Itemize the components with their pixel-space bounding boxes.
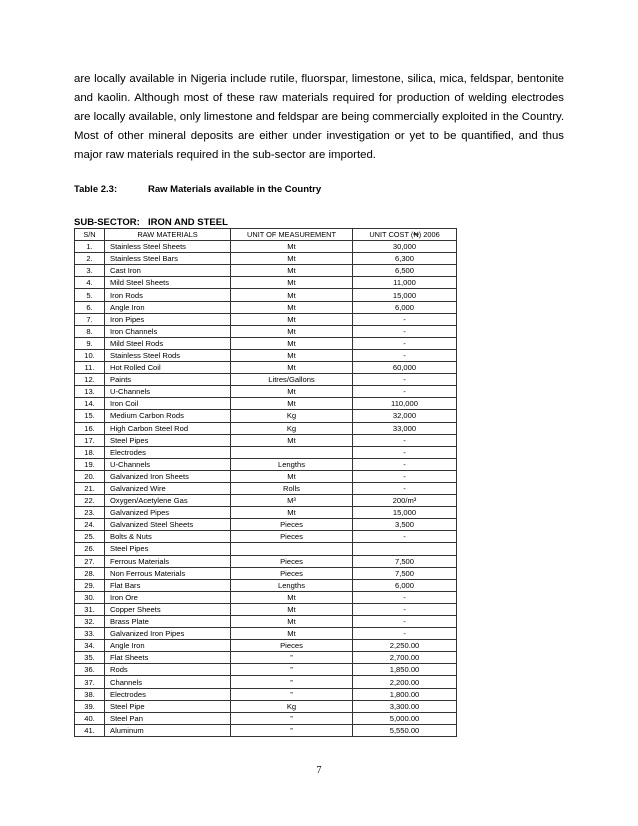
cell-raw-material: Paints: [105, 374, 231, 386]
table-row: [75, 289, 457, 301]
table-row: [75, 265, 457, 277]
table-row: [75, 313, 457, 325]
cell-raw-material: Galvanized Wire: [105, 482, 231, 494]
cell-unit: Kg: [231, 422, 353, 434]
cell-unit: ”: [231, 676, 353, 688]
cell-unit-cost: -: [353, 482, 457, 494]
cell-raw-material: Iron Rods: [105, 289, 231, 301]
cell-raw-material: Steel Pipe: [105, 700, 231, 712]
cell-unit-cost: -: [353, 603, 457, 615]
header-unit-of-measurement: UNIT OF MEASUREMENT: [231, 229, 353, 241]
cell-sn: 1.: [75, 241, 105, 253]
table-row: [75, 349, 457, 361]
cell-unit-cost: -: [353, 470, 457, 482]
cell-unit-cost: 2,250.00: [353, 640, 457, 652]
cell-unit: ”: [231, 664, 353, 676]
cell-sn: 22.: [75, 495, 105, 507]
cell-unit-cost: 2,200.00: [353, 676, 457, 688]
cell-unit-cost: 1,800.00: [353, 688, 457, 700]
header-unit-cost: UNIT COST (₦) 2006: [353, 229, 457, 241]
cell-sn: 15.: [75, 410, 105, 422]
cell-unit-cost: -: [353, 313, 457, 325]
cell-unit: M³: [231, 495, 353, 507]
cell-sn: 40.: [75, 712, 105, 724]
table-caption-title: Raw Materials available in the Country: [148, 184, 322, 195]
cell-unit: ”: [231, 688, 353, 700]
cell-unit: ”: [231, 724, 353, 736]
cell-unit-cost: -: [353, 374, 457, 386]
cell-unit-cost: [353, 543, 457, 555]
cell-sn: 23.: [75, 507, 105, 519]
cell-unit: Pieces: [231, 531, 353, 543]
cell-unit: Pieces: [231, 640, 353, 652]
cell-unit-cost: -: [353, 616, 457, 628]
cell-unit-cost: 11,000: [353, 277, 457, 289]
table-row: [75, 531, 457, 543]
cell-unit: ”: [231, 652, 353, 664]
cell-raw-material: Galvanized Pipes: [105, 507, 231, 519]
cell-unit: Mt: [231, 398, 353, 410]
cell-raw-material: U-Channels: [105, 386, 231, 398]
cell-sn: 20.: [75, 470, 105, 482]
cell-raw-material: Non Ferrous Materials: [105, 567, 231, 579]
page-number: 7: [316, 765, 322, 776]
cell-sn: 13.: [75, 386, 105, 398]
cell-raw-material: Electrodes: [105, 688, 231, 700]
table-row: [75, 616, 457, 628]
cell-sn: 27.: [75, 555, 105, 567]
cell-unit: Lengths: [231, 458, 353, 470]
cell-sn: 9.: [75, 337, 105, 349]
table-row: [75, 277, 457, 289]
table-row: [75, 507, 457, 519]
cell-sn: 7.: [75, 313, 105, 325]
cell-raw-material: Cast Iron: [105, 265, 231, 277]
cell-sn: 37.: [75, 676, 105, 688]
cell-unit: Mt: [231, 507, 353, 519]
cell-unit-cost: 32,000: [353, 410, 457, 422]
cell-unit: Mt: [231, 289, 353, 301]
cell-raw-material: Electrodes: [105, 446, 231, 458]
header-sn: S/N: [75, 229, 105, 241]
cell-unit-cost: 15,000: [353, 507, 457, 519]
cell-sn: 5.: [75, 289, 105, 301]
cell-raw-material: High Carbon Steel Rod: [105, 422, 231, 434]
cell-unit-cost: -: [353, 458, 457, 470]
cell-unit: Rolls: [231, 482, 353, 494]
cell-raw-material: Galvanized Iron Sheets: [105, 470, 231, 482]
sub-sector-label: SUB-SECTOR:: [74, 217, 140, 228]
cell-unit-cost: 7,500: [353, 567, 457, 579]
cell-unit: [231, 446, 353, 458]
cell-sn: 16.: [75, 422, 105, 434]
cell-raw-material: Galvanized Steel Sheets: [105, 519, 231, 531]
table-row: [75, 519, 457, 531]
header-raw-materials: RAW MATERIALS: [105, 229, 231, 241]
table-row: [75, 482, 457, 494]
cell-unit: Mt: [231, 362, 353, 374]
cell-unit: Mt: [231, 616, 353, 628]
cell-sn: 29.: [75, 579, 105, 591]
cell-sn: 17.: [75, 434, 105, 446]
cell-sn: 38.: [75, 688, 105, 700]
cell-raw-material: Rods: [105, 664, 231, 676]
table-row: [75, 422, 457, 434]
cell-raw-material: Angle Iron: [105, 301, 231, 313]
sub-sector-value: IRON AND STEEL: [148, 217, 228, 228]
cell-unit-cost: -: [353, 325, 457, 337]
table-row: [75, 446, 457, 458]
table-caption: [74, 184, 322, 195]
cell-sn: 21.: [75, 482, 105, 494]
cell-sn: 39.: [75, 700, 105, 712]
cell-unit: Mt: [231, 386, 353, 398]
cell-unit-cost: 6,000: [353, 579, 457, 591]
table-row: [75, 567, 457, 579]
table-row: [75, 664, 457, 676]
sub-sector-line: [74, 217, 228, 228]
cell-sn: 34.: [75, 640, 105, 652]
raw-materials-table: [74, 228, 457, 737]
table-row: [75, 543, 457, 555]
cell-sn: 41.: [75, 724, 105, 736]
cell-unit: Mt: [231, 301, 353, 313]
table-header-row: [75, 229, 457, 241]
cell-raw-material: Iron Coil: [105, 398, 231, 410]
table-row: [75, 688, 457, 700]
cell-sn: 26.: [75, 543, 105, 555]
cell-raw-material: Galvanized Iron Pipes: [105, 628, 231, 640]
cell-unit-cost: -: [353, 591, 457, 603]
cell-raw-material: Brass Plate: [105, 616, 231, 628]
cell-sn: 31.: [75, 603, 105, 615]
table-row: [75, 386, 457, 398]
cell-unit: Kg: [231, 700, 353, 712]
cell-unit: Lengths: [231, 579, 353, 591]
table-row: [75, 337, 457, 349]
table-row: [75, 362, 457, 374]
cell-unit-cost: 1,850.00: [353, 664, 457, 676]
cell-raw-material: Steel Pipes: [105, 434, 231, 446]
cell-unit-cost: 30,000: [353, 241, 457, 253]
table-row: [75, 495, 457, 507]
cell-unit-cost: -: [353, 446, 457, 458]
table-row: [75, 374, 457, 386]
cell-unit-cost: 2,700.00: [353, 652, 457, 664]
cell-unit: [231, 543, 353, 555]
cell-sn: 25.: [75, 531, 105, 543]
cell-raw-material: Steel Pan: [105, 712, 231, 724]
cell-sn: 28.: [75, 567, 105, 579]
cell-unit: Kg: [231, 410, 353, 422]
cell-sn: 32.: [75, 616, 105, 628]
cell-raw-material: Iron Pipes: [105, 313, 231, 325]
cell-raw-material: Aluminum: [105, 724, 231, 736]
cell-unit-cost: 5,000.00: [353, 712, 457, 724]
cell-unit-cost: 110,000: [353, 398, 457, 410]
cell-sn: 3.: [75, 265, 105, 277]
table-row: [75, 410, 457, 422]
table-row: [75, 434, 457, 446]
table-row: [75, 676, 457, 688]
cell-raw-material: Stainless Steel Rods: [105, 349, 231, 361]
cell-raw-material: Hot Rolled Coil: [105, 362, 231, 374]
cell-sn: 36.: [75, 664, 105, 676]
cell-unit-cost: 200/m³: [353, 495, 457, 507]
cell-unit: Litres/Gallons: [231, 374, 353, 386]
cell-raw-material: Stainless Steel Bars: [105, 253, 231, 265]
cell-raw-material: Channels: [105, 676, 231, 688]
cell-sn: 12.: [75, 374, 105, 386]
table-row: [75, 700, 457, 712]
cell-unit: Mt: [231, 470, 353, 482]
cell-unit: Mt: [231, 434, 353, 446]
cell-sn: 10.: [75, 349, 105, 361]
cell-raw-material: Iron Channels: [105, 325, 231, 337]
cell-sn: 19.: [75, 458, 105, 470]
cell-unit: Mt: [231, 241, 353, 253]
cell-unit: Mt: [231, 253, 353, 265]
table-row: [75, 470, 457, 482]
cell-raw-material: Ferrous Materials: [105, 555, 231, 567]
cell-unit-cost: 33,000: [353, 422, 457, 434]
cell-unit-cost: 6,300: [353, 253, 457, 265]
cell-unit: Mt: [231, 313, 353, 325]
table-row: [75, 241, 457, 253]
cell-raw-material: Copper Sheets: [105, 603, 231, 615]
cell-unit: Mt: [231, 591, 353, 603]
table-row: [75, 398, 457, 410]
table-row: [75, 640, 457, 652]
cell-raw-material: Bolts & Nuts: [105, 531, 231, 543]
cell-sn: 18.: [75, 446, 105, 458]
cell-unit: Mt: [231, 265, 353, 277]
cell-raw-material: Mild Steel Sheets: [105, 277, 231, 289]
table-row: [75, 555, 457, 567]
cell-unit: ”: [231, 712, 353, 724]
table-row: [75, 603, 457, 615]
cell-sn: 30.: [75, 591, 105, 603]
cell-raw-material: Stainless Steel Sheets: [105, 241, 231, 253]
cell-raw-material: Iron Ore: [105, 591, 231, 603]
cell-unit-cost: -: [353, 628, 457, 640]
cell-sn: 24.: [75, 519, 105, 531]
table-caption-label: Table 2.3:: [74, 184, 118, 195]
cell-raw-material: Steel Pipes: [105, 543, 231, 555]
cell-raw-material: Mild Steel Rods: [105, 337, 231, 349]
cell-unit-cost: 6,500: [353, 265, 457, 277]
intro-paragraph: are locally available in Nigeria include rutile, fluorspar, limestone, silica, mica, feldspar, bentonite and kaolin. Although most of these raw materials required for production of welding electrodes are locally available, only limestone and feldspar are being commercially exploited in the Country. Most of other mineral deposits are either under investigation or yet to be quantified, and thus major raw materials required in the sub-sector are imported.: [74, 73, 564, 161]
cell-sn: 4.: [75, 277, 105, 289]
cell-unit-cost: -: [353, 531, 457, 543]
cell-unit-cost: 7,500: [353, 555, 457, 567]
cell-sn: 11.: [75, 362, 105, 374]
cell-unit: Mt: [231, 325, 353, 337]
cell-raw-material: Medium Carbon Rods: [105, 410, 231, 422]
cell-unit: Pieces: [231, 519, 353, 531]
table-row: [75, 325, 457, 337]
cell-unit-cost: 15,000: [353, 289, 457, 301]
cell-unit-cost: 3,300.00: [353, 700, 457, 712]
cell-sn: 8.: [75, 325, 105, 337]
table-row: [75, 579, 457, 591]
cell-unit: Mt: [231, 349, 353, 361]
cell-unit-cost: 5,550.00: [353, 724, 457, 736]
cell-sn: 2.: [75, 253, 105, 265]
cell-unit-cost: 3,500: [353, 519, 457, 531]
cell-raw-material: Angle Iron: [105, 640, 231, 652]
cell-unit-cost: -: [353, 349, 457, 361]
cell-unit: Mt: [231, 603, 353, 615]
table-row: [75, 253, 457, 265]
cell-unit-cost: -: [353, 434, 457, 446]
cell-raw-material: Flat Sheets: [105, 652, 231, 664]
cell-unit-cost: -: [353, 386, 457, 398]
cell-raw-material: Flat Bars: [105, 579, 231, 591]
table-row: [75, 591, 457, 603]
table-row: [75, 652, 457, 664]
cell-sn: 6.: [75, 301, 105, 313]
table-row: [75, 712, 457, 724]
cell-unit: Mt: [231, 337, 353, 349]
cell-unit: Mt: [231, 628, 353, 640]
cell-unit-cost: -: [353, 337, 457, 349]
table-row: [75, 458, 457, 470]
cell-unit-cost: 6,000: [353, 301, 457, 313]
table-body: [75, 241, 457, 737]
cell-sn: 35.: [75, 652, 105, 664]
cell-raw-material: U-Channels: [105, 458, 231, 470]
table-row: [75, 724, 457, 736]
cell-unit-cost: 60,000: [353, 362, 457, 374]
cell-sn: 14.: [75, 398, 105, 410]
table-row: [75, 301, 457, 313]
cell-unit: Pieces: [231, 567, 353, 579]
cell-raw-material: Oxygen/Acetylene Gas: [105, 495, 231, 507]
cell-unit: Pieces: [231, 555, 353, 567]
cell-sn: 33.: [75, 628, 105, 640]
table-row: [75, 628, 457, 640]
cell-unit: Mt: [231, 277, 353, 289]
